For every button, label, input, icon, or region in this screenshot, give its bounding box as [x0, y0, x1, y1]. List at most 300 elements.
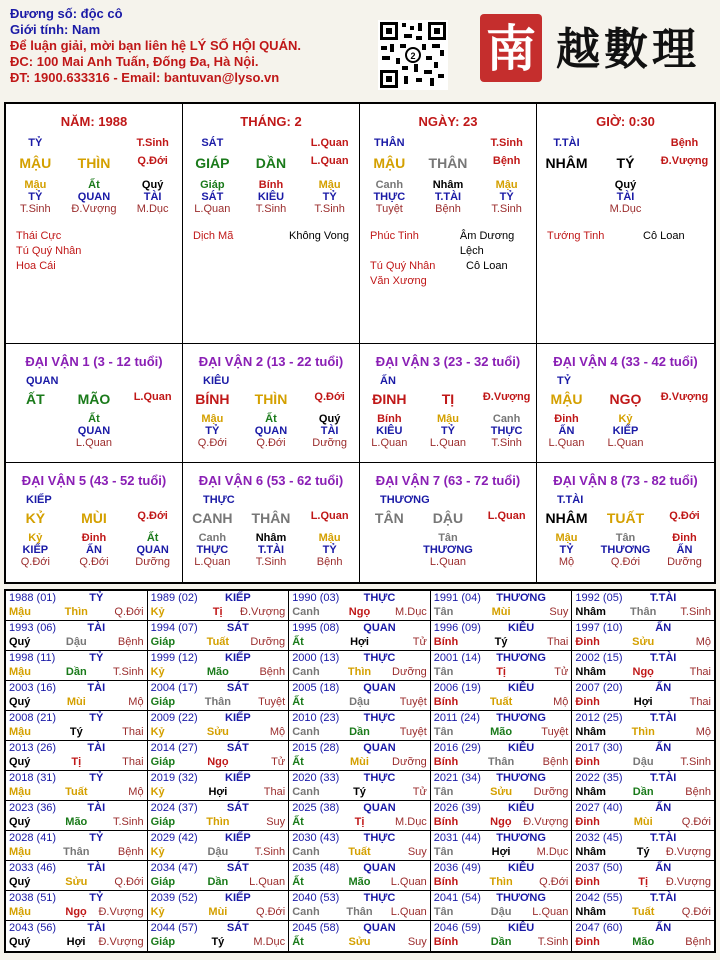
pillar-cell — [360, 104, 537, 344]
year-stage: L.Quan — [532, 906, 569, 918]
year-stage: Thai — [122, 726, 144, 738]
year-stem: Bính — [433, 696, 459, 708]
svg-text:2: 2 — [410, 51, 416, 61]
year-cell — [289, 801, 431, 831]
year-stage: Suy — [407, 846, 427, 858]
year-label: 2037 (50) — [575, 862, 623, 874]
year-label: 2020 (33) — [292, 772, 340, 784]
year-head — [575, 772, 711, 784]
star-left: Thái Cực — [16, 230, 62, 242]
year-head — [434, 862, 569, 874]
year-pillar — [151, 786, 286, 798]
luck-stem: MÙI — [81, 510, 107, 526]
pillar-stem-row — [537, 155, 714, 171]
pillar-stem: DẦN — [255, 155, 287, 171]
luck-stem: TÂN — [374, 510, 404, 526]
year-label: 2044 (57) — [150, 922, 198, 934]
year-cell — [6, 861, 148, 891]
luck-cell — [183, 463, 360, 582]
year-god: TỶ — [89, 892, 104, 904]
year-stage: L.Quan — [249, 876, 286, 888]
pillar-cell — [537, 104, 714, 344]
year-branch: Sửu — [632, 636, 655, 648]
year-stem: Kỷ — [150, 606, 165, 618]
luck-hidden-god: THỰC — [196, 544, 229, 556]
luck-hidden: Bính — [377, 413, 402, 425]
year-stage: Dưỡng — [533, 786, 569, 798]
year-branch: Ngọ — [207, 756, 229, 768]
luck-stem: L.Quan — [133, 391, 172, 403]
luck-stage: Dưỡng — [667, 556, 702, 568]
year-stage: Mộ — [128, 786, 144, 798]
year-pillar — [292, 726, 427, 738]
year-stage: Tuyệt — [399, 726, 427, 738]
year-head — [292, 682, 427, 694]
year-head — [151, 802, 286, 814]
year-head — [292, 592, 427, 604]
year-branch: Sửu — [490, 786, 513, 798]
year-cell — [431, 831, 573, 861]
pillar-hidden-god: THỰC — [373, 191, 406, 203]
year-stem: Tân — [433, 786, 454, 798]
pillar-hidden-gods-row — [183, 191, 359, 203]
year-branch: Thìn — [489, 876, 513, 888]
pillar-top-row — [6, 137, 182, 149]
year-head — [151, 742, 286, 754]
pillar-stage: L.Quan — [194, 203, 231, 215]
luck-stage: Q.Đới — [197, 437, 227, 449]
year-god: KIÊU — [507, 622, 535, 634]
luck-stage — [478, 556, 536, 568]
year-pillar — [9, 846, 144, 858]
year-head — [575, 622, 711, 634]
year-stage: Thai — [263, 786, 286, 798]
pillar-stage-row — [360, 203, 536, 215]
year-stage: Suy — [266, 816, 286, 828]
year-god: KIẾP — [225, 892, 251, 904]
year-stage: Bệnh — [685, 936, 711, 948]
year-head — [575, 922, 711, 934]
luck-stem-row — [537, 510, 714, 526]
luck-stem: THÂN — [251, 510, 291, 526]
year-pillar — [292, 636, 427, 648]
pillar-hidden: Giáp — [200, 179, 225, 191]
star-right: Âm Dương Lệch — [459, 230, 515, 257]
year-pillar — [151, 636, 286, 648]
year-pillar — [151, 696, 286, 708]
luck-stage: L.Quan — [75, 437, 113, 449]
year-stem: Mậu — [9, 786, 31, 798]
year-pillar — [575, 936, 711, 948]
year-pillar — [292, 666, 427, 678]
luck-title: ĐẠI VẬN 2 (13 - 22 tuổi) — [198, 354, 344, 369]
year-stage: Q.Đới — [681, 906, 711, 918]
year-god: THƯƠNG — [496, 832, 546, 844]
year-list — [4, 589, 716, 953]
pillar-title: NĂM: 1988 — [60, 114, 128, 129]
pillar-hidden: Quý — [614, 179, 637, 191]
year-cell — [148, 681, 290, 711]
luck-stem: Q.Đới — [314, 391, 345, 403]
year-label: 2007 (20) — [575, 682, 623, 694]
year-god: KIÊU — [507, 682, 535, 694]
year-cell — [6, 621, 148, 651]
pillar-hidden-god: TỶ — [322, 191, 337, 203]
luck-stage: L.Quan — [607, 437, 644, 449]
luck-stem-row — [537, 391, 714, 407]
luck-hidden-god: TỶ — [559, 544, 574, 556]
year-cell — [148, 831, 290, 861]
luck-stem: NHÂM — [545, 510, 588, 526]
luck-hidden-row — [360, 413, 536, 425]
pillar-stem: TÝ — [616, 155, 635, 171]
year-stage: Thai — [689, 696, 711, 708]
year-stem: Canh — [292, 666, 320, 678]
pillar-stem-row — [360, 155, 536, 171]
luck-hidden-god: TÀI — [320, 425, 339, 437]
year-stage: Suy — [407, 936, 427, 948]
year-stem: Quý — [9, 756, 31, 768]
year-label: 2021 (34) — [433, 772, 481, 784]
year-stem: Bính — [433, 636, 459, 648]
luck-stem: ĐINH — [372, 391, 407, 407]
year-cell — [148, 801, 290, 831]
luck-hidden: Ất — [88, 413, 100, 425]
luck-stem: TUẤT — [606, 510, 645, 526]
year-branch: Dậu — [65, 636, 87, 648]
pillar-stage-row — [6, 203, 182, 215]
year-branch: Dậu — [207, 846, 229, 858]
luck-stage: Q.Đới — [20, 556, 50, 568]
year-label: 2000 (13) — [292, 652, 340, 664]
pillar-stem: Đ.Vượng — [660, 155, 709, 167]
year-pillar — [434, 846, 569, 858]
year-stage: Q.Đới — [255, 906, 286, 918]
luck-stem: TỊ — [441, 391, 455, 407]
year-pillar — [434, 936, 569, 948]
luck-stem-row — [6, 391, 182, 407]
header-info — [10, 6, 390, 86]
year-branch: Mão — [65, 816, 88, 828]
year-cell — [6, 651, 148, 681]
luck-stage: L.Quan — [194, 556, 231, 568]
year-head — [575, 652, 711, 664]
year-stem: Tân — [433, 846, 454, 858]
year-branch: Dần — [490, 936, 512, 948]
luck-stage: L.Quan — [371, 437, 408, 449]
year-god: ẤN — [655, 862, 672, 874]
year-cell — [572, 681, 714, 711]
year-head — [151, 892, 286, 904]
year-branch: Tuất — [65, 786, 88, 798]
pillar-stage: T.Sinh — [491, 203, 522, 215]
contact-line: Để luận giải, mời bạn liên hệ LÝ SỐ HỘI QUÁN. — [10, 38, 301, 53]
year-branch: Dậu — [632, 756, 654, 768]
luck-cell — [360, 344, 537, 463]
year-head — [9, 802, 144, 814]
pillar-stage: Bệnh — [435, 203, 461, 215]
luck-stage: Dưỡng — [135, 556, 171, 568]
luck-stage-row — [183, 556, 359, 568]
year-pillar — [434, 726, 569, 738]
year-cell — [431, 621, 573, 651]
year-stage: T.Sinh — [113, 816, 144, 828]
year-label: 2041 (54) — [433, 892, 481, 904]
year-pillar — [575, 816, 711, 828]
luck-hidden: Ất — [146, 532, 159, 544]
luck-hidden-gods-row — [183, 544, 359, 556]
luck-hidden-gods-row — [537, 425, 714, 437]
year-stem: Bính — [433, 876, 459, 888]
year-stage: Dưỡng — [392, 756, 427, 768]
year-stem: Giáp — [150, 696, 176, 708]
year-cell — [148, 711, 290, 741]
year-pillar — [9, 906, 144, 918]
luck-hidden-god — [124, 425, 182, 437]
year-stage: T.Sinh — [680, 606, 711, 618]
pillar-hidden: Ất — [88, 179, 100, 191]
year-cell — [6, 681, 148, 711]
year-stage: Tuyệt — [258, 696, 286, 708]
year-god: TÀI — [87, 682, 106, 694]
pillar-top-row — [537, 137, 714, 149]
year-god: T.TÀI — [650, 832, 677, 844]
year-stem: Bính — [433, 936, 459, 948]
year-stem: Nhâm — [575, 906, 606, 918]
svg-text:南: 南 — [486, 19, 536, 78]
year-branch: Thìn — [64, 606, 88, 618]
luck-hidden-god: ẤN — [676, 544, 693, 556]
year-label: 2006 (19) — [433, 682, 481, 694]
pillar-hidden-god: TÀI — [616, 191, 635, 203]
luck-stem: CANH — [192, 510, 233, 526]
year-branch: Tý — [494, 636, 508, 648]
year-god: KIÊU — [507, 862, 535, 874]
year-head — [9, 832, 144, 844]
luck-hidden: Tân — [438, 532, 458, 544]
year-branch: Hợi — [633, 696, 653, 708]
year-god: KIẾP — [225, 592, 251, 604]
luck-stem: Q.Đới — [669, 510, 700, 522]
year-cell — [289, 891, 431, 921]
star-row — [193, 229, 359, 244]
year-stage: Bệnh — [117, 846, 144, 858]
year-cell — [572, 741, 714, 771]
year-head — [575, 832, 711, 844]
year-label: 2017 (30) — [575, 742, 623, 754]
year-pillar — [292, 756, 427, 768]
luck-stage-row — [360, 556, 536, 568]
year-stem: Kỷ — [150, 786, 165, 798]
year-label: 2003 (16) — [9, 682, 57, 694]
year-branch: Hợi — [491, 846, 511, 858]
year-branch: Thân — [487, 756, 515, 768]
pillar-title: NGÀY: 23 — [418, 114, 478, 129]
luck-stage-row — [6, 437, 182, 449]
year-branch: Dần — [65, 666, 87, 678]
year-head — [434, 742, 569, 754]
pillar-stem: L.Quan — [310, 155, 349, 167]
luck-hidden-god: QUAN — [254, 425, 288, 437]
year-branch: Tị — [354, 816, 365, 828]
year-god: SÁT — [226, 802, 249, 814]
year-head — [292, 922, 427, 934]
year-stage: Tử — [412, 636, 427, 648]
year-stage: Thai — [546, 636, 569, 648]
star-left: Hoa Cái — [16, 260, 56, 272]
year-stage: Bệnh — [685, 786, 711, 798]
year-pillar — [151, 666, 286, 678]
year-stem: Mậu — [9, 666, 31, 678]
year-stage: Bệnh — [542, 756, 569, 768]
pillar-hidden-god: SÁT — [201, 191, 224, 203]
year-pillar — [434, 666, 569, 678]
year-head — [292, 712, 427, 724]
gender-line: Giới tính: Nam — [10, 22, 101, 37]
year-label: 2029 (42) — [150, 832, 198, 844]
luck-hidden: Tân — [615, 532, 636, 544]
year-god: T.TÀI — [650, 712, 677, 724]
pillar-hidden-god — [537, 191, 595, 203]
pillar-top: T.Sinh — [136, 137, 169, 149]
year-stage: Thai — [689, 666, 711, 678]
luck-stem-row — [360, 510, 536, 526]
luck-hidden: Mậu — [201, 413, 224, 425]
year-pillar — [575, 906, 711, 918]
year-god: TÀI — [87, 862, 106, 874]
luck-stem: ẤT — [25, 391, 45, 407]
year-pillar — [575, 786, 711, 798]
year-cell — [6, 711, 148, 741]
luck-stage — [360, 556, 418, 568]
luck-stage: Q.Đới — [79, 556, 109, 568]
year-stage: M.Dục — [536, 846, 569, 858]
year-label: 2040 (53) — [292, 892, 340, 904]
luck-stem: Đ.Vượng — [482, 391, 531, 403]
year-god: QUAN — [363, 862, 396, 874]
pillar-stage — [655, 203, 713, 215]
year-head — [292, 802, 427, 814]
year-god: SÁT — [226, 622, 249, 634]
luck-hidden-gods-row — [360, 425, 536, 437]
luck-hidden-god: QUAN — [77, 425, 111, 437]
luck-cell — [6, 463, 183, 582]
luck-hidden: Canh — [198, 532, 227, 544]
year-head — [292, 622, 427, 634]
luck-stem: BÍNH — [195, 391, 230, 407]
owner-line: Đương số: độc cô — [10, 6, 123, 21]
pillar-stem: GIÁP — [195, 155, 230, 171]
year-pillar — [434, 906, 569, 918]
year-head — [151, 832, 286, 844]
luck-hidden-row — [183, 413, 359, 425]
year-head — [9, 892, 144, 904]
year-head — [575, 862, 711, 874]
year-stem: Ất — [292, 696, 304, 708]
pillar-hidden: Mậu — [24, 179, 47, 191]
year-cell — [431, 771, 573, 801]
year-pillar — [292, 876, 427, 888]
star-left: Tú Quý Nhân — [370, 260, 436, 272]
year-cell — [572, 861, 714, 891]
year-cell — [148, 621, 290, 651]
luck-stem-row — [6, 510, 182, 526]
year-pillar — [434, 606, 569, 618]
year-stage: Mộ — [128, 696, 144, 708]
luck-hidden-row — [6, 532, 182, 544]
year-branch: Thân — [63, 846, 90, 858]
year-branch: Thân — [346, 906, 373, 918]
year-stem: Nhâm — [575, 666, 606, 678]
year-branch: Tị — [638, 876, 649, 888]
pillar-top — [242, 137, 300, 149]
year-stem: Mậu — [9, 846, 31, 858]
year-god: KIẾP — [225, 652, 251, 664]
year-god: ẤN — [655, 622, 672, 634]
pillar-top — [419, 137, 477, 149]
pillar-hidden-row — [183, 179, 359, 191]
luck-title: ĐẠI VẬN 8 (73 - 82 tuổi) — [553, 473, 698, 488]
pillar-hidden — [537, 179, 595, 191]
year-head — [9, 592, 144, 604]
year-god: ẤN — [655, 802, 672, 814]
luck-hidden-god — [478, 544, 536, 556]
year-label: 1996 (09) — [433, 622, 481, 634]
year-stem: Quý — [9, 636, 31, 648]
year-branch: Mão — [490, 726, 513, 738]
luck-stage-row — [6, 556, 182, 568]
year-label: 2022 (35) — [575, 772, 623, 784]
year-stem: Giáp — [150, 816, 176, 828]
luck-god: THỰC — [203, 494, 235, 506]
year-branch: Ngọ — [348, 606, 371, 618]
year-god: THỰC — [363, 712, 396, 724]
year-label: 2036 (49) — [433, 862, 481, 874]
star-left: Tướng Tinh — [547, 230, 605, 242]
year-label: 2043 (56) — [9, 922, 57, 934]
star-left: Văn Xương — [370, 275, 427, 287]
year-label: 1994 (07) — [150, 622, 198, 634]
pillar-stage-row — [183, 203, 359, 215]
year-head — [151, 622, 286, 634]
year-label: 1998 (11) — [9, 652, 56, 664]
year-stage: Mộ — [695, 726, 711, 738]
year-label: 1988 (01) — [9, 592, 57, 604]
year-stage: L.Quan — [390, 906, 427, 918]
year-label: 2030 (43) — [292, 832, 340, 844]
year-head — [434, 922, 569, 934]
year-label: 2032 (45) — [575, 832, 623, 844]
pillar-stage: Tuyệt — [375, 203, 403, 215]
year-label: 1989 (02) — [150, 592, 198, 604]
pillar-stage: Đ.Vượng — [71, 203, 117, 215]
year-label: 2023 (36) — [9, 802, 57, 814]
pillar-cell — [6, 104, 183, 344]
year-cell — [289, 711, 431, 741]
pillar-hidden-gods-row — [6, 191, 182, 203]
luck-hidden — [478, 532, 536, 544]
year-label: 2035 (48) — [292, 862, 340, 874]
pillar-hidden-god: TỶ — [499, 191, 514, 203]
year-head — [9, 652, 144, 664]
year-god: KIÊU — [507, 802, 535, 814]
year-branch: Tuất — [631, 906, 655, 918]
star-row — [16, 244, 182, 259]
year-cell — [148, 651, 290, 681]
year-cell — [148, 921, 290, 951]
year-stem: Mậu — [9, 906, 31, 918]
year-label: 1997 (10) — [575, 622, 623, 634]
